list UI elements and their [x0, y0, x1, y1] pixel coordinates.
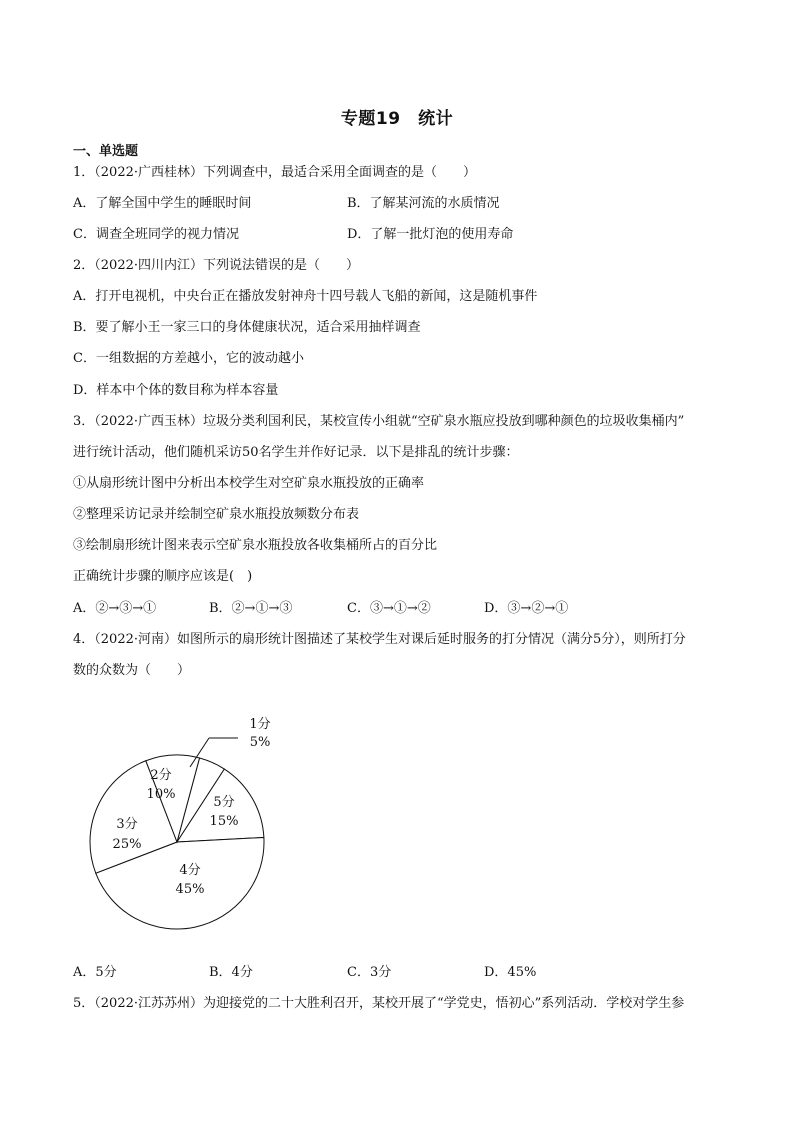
q2-option-d: D．样本中个体的数目称为样本容量 — [73, 383, 279, 398]
q3-option-c: C．③→①→② — [347, 601, 431, 616]
q3-option-b: B．②→①→③ — [209, 601, 293, 616]
pie-percent-score-3: 25% — [112, 837, 142, 852]
q4-option-a: A．5分 — [73, 965, 117, 980]
pie-percent-score-4: 45% — [175, 882, 205, 897]
q3-option-a: A．②→③→① — [73, 601, 157, 616]
q3-step-3: ③绘制扇形统计图来表示空矿泉水瓶投放各收集桶所占的百分比 — [73, 538, 438, 553]
q2-option-b: B．要了解小王一家三口的身体健康状况，适合采用抽样调查 — [73, 320, 421, 335]
page-title: 专题19 统计 — [340, 109, 454, 129]
q1-option-c: C．调查全班同学的视力情况 — [73, 227, 239, 242]
pie-chart — [80, 700, 300, 950]
q4-option-b: B．4分 — [209, 965, 253, 980]
q1-stem: 1．（2022·广西桂林）下列调查中，最适合采用全面调查的是（ ） — [73, 165, 476, 180]
q3-step-2: ②整理采访记录并绘制空矿泉水瓶投放频数分布表 — [73, 507, 360, 522]
q2-stem: 2．（2022·四川内江）下列说法错误的是（ ） — [73, 258, 359, 273]
q1-option-d: D．了解一批灯泡的使用寿命 — [347, 227, 514, 242]
q4-stem-line1: 4．（2022·河南）如图所示的扇形统计图描述了某校学生对课后延时服务的打分情况（满分5分），则所打分 — [73, 632, 686, 647]
q1-option-a: A．了解全国中学生的睡眠时间 — [73, 196, 252, 211]
pie-label-score-1: 1分 — [249, 717, 271, 732]
q4-option-d: D．45% — [484, 965, 537, 980]
pie-label-score-5: 5分 — [213, 795, 235, 810]
q2-option-c: C．一组数据的方差越小，它的波动越小 — [73, 351, 304, 366]
q5-stem: 5．（2022·江苏苏州）为迎接党的二十大胜利召开，某校开展了“学党史，悟初心”系列活动．学校对学生参 — [73, 996, 685, 1011]
q1-option-b: B．了解某河流的水质情况 — [347, 196, 500, 211]
section-heading: 一、单选题 — [73, 144, 139, 159]
pie-percent-score-5: 15% — [209, 814, 239, 829]
pie-percent-score-2: 10% — [146, 787, 176, 802]
q2-option-a: A．打开电视机，中央台正在播放发射神舟十四号载人飞船的新闻，这是随机事件 — [73, 289, 538, 304]
pie-label-score-4: 4分 — [179, 863, 201, 878]
pie-percent-score-1: 5% — [249, 735, 271, 750]
q4-stem-line2: 数的众数为（ ） — [73, 663, 191, 678]
q3-stem-line2: 进行统计活动，他们随机采访50名学生并作好记录．以下是排乱的统计步骤： — [73, 445, 519, 460]
pie-label-score-3: 3分 — [116, 817, 138, 832]
pie-label-score-2: 2分 — [150, 768, 172, 783]
q3-option-d: D．③→②→① — [484, 601, 569, 616]
q3-question: 正确统计步骤的顺序应该是( ) — [73, 569, 253, 584]
q3-stem-line1: 3．（2022·广西玉林）垃圾分类利国利民，某校宣传小组就“空矿泉水瓶应投放到哪种颜色的垃圾收集桶内” — [73, 414, 685, 429]
q3-step-1: ①从扇形统计图中分析出本校学生对空矿泉水瓶投放的正确率 — [73, 476, 425, 491]
q4-option-c: C．3分 — [347, 965, 392, 980]
